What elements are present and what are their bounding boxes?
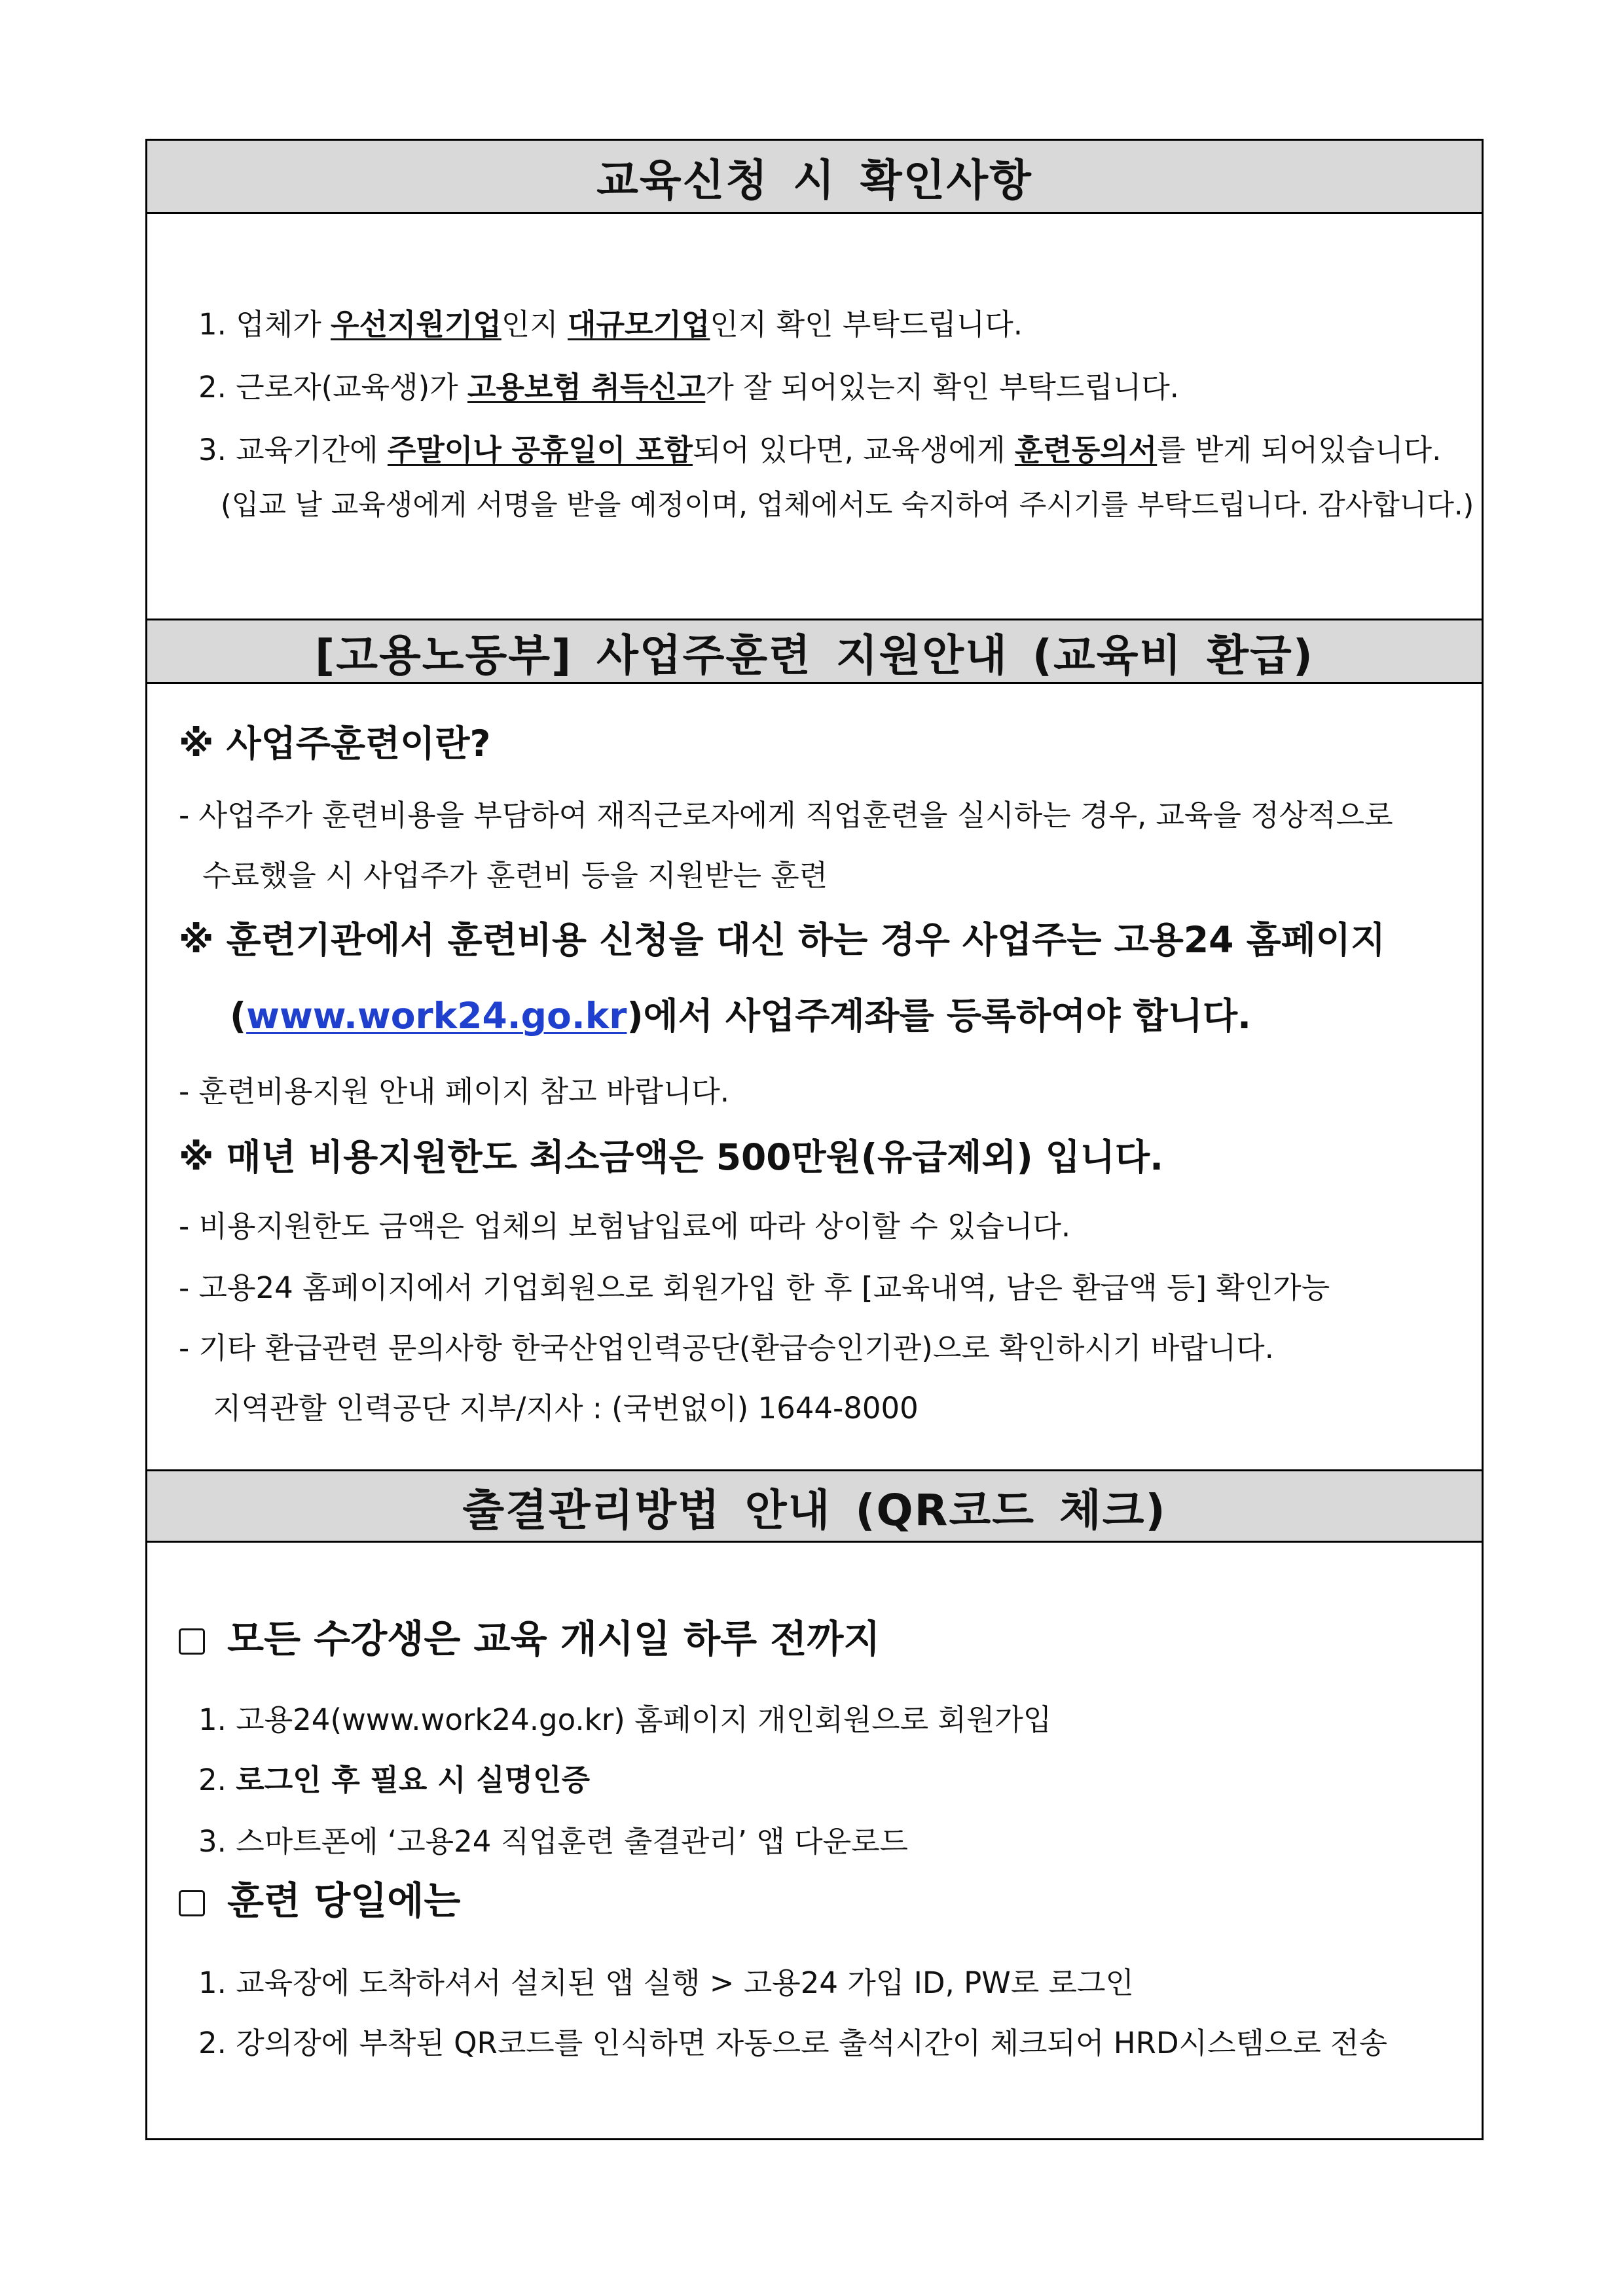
emphasis-text: 대규모기업 [568, 307, 710, 342]
section2-bullet3: - 기타 환급관련 문의사항 한국산업인력공단(환급승인기관)으로 확인하시기 바랍니다. [179, 1331, 1274, 1365]
section1-note: (입교 날 교육생에게 서명을 받을 예정이며, 업체에서도 숙지하여 주시기를 부탁드립니다. 감사합니다.) [221, 489, 1474, 522]
section1-title: 교육신청 시 확인사항 [147, 141, 1482, 214]
notice-text: )에서 사업주계좌를 등록하여야 합니다. [627, 995, 1251, 1037]
heading-text: 모든 수강생은 교육 개시일 하루 전까지 [227, 1617, 881, 1661]
section1-item2 [198, 372, 1179, 402]
item-text: 근로자(교육생)가 [236, 370, 467, 404]
item-text: 되어 있다면, 교육생에게 [692, 433, 1015, 467]
checkbox-square-icon [179, 1628, 205, 1655]
section3-step1: 1. 고용24(www.work24.go.kr) 홈페이지 개인회원으로 회원가입 [198, 1702, 1052, 1737]
paren-text: ( [230, 995, 247, 1037]
emphasis-text: 로그인 후 필요 시 실명인증 [236, 1763, 591, 1797]
section2-definition-line1: - 사업주가 훈련비용을 부담하여 재직근로자에게 직업훈련을 실시하는 경우, 교육을 정상적으로 [179, 798, 1393, 833]
section2-bullet2: - 고용24 홈페이지에서 기업회원으로 회원가입 한 후 [교육내역, 남은 환급액 등] 확인가능 [179, 1270, 1330, 1305]
section2-bullet1: - 비용지원한도 금액은 업체의 보험납입료에 따라 상이할 수 있습니다. [179, 1209, 1071, 1244]
item-number: 1. [198, 307, 227, 342]
section2-question: ※ 사업주훈련이란? [179, 723, 491, 764]
section3-title: 출결관리방법 안내 (QR코드 체크) [147, 1469, 1482, 1543]
notice-frame [145, 139, 1484, 2140]
heading-text: 훈련 당일에는 [227, 1878, 461, 1923]
section2-contact: 지역관할 인력공단 지부/지사 : (국번없이) 1644-8000 [213, 1391, 919, 1426]
section1-item3 [198, 435, 1441, 465]
section2-reference: - 훈련비용지원 안내 페이지 참고 바랍니다. [179, 1074, 730, 1109]
item-text: 업체가 [236, 307, 331, 342]
section3-step2 [198, 1765, 590, 1795]
item-number: 2. [198, 1763, 227, 1797]
section2-notice3: ※ 매년 비용지원한도 최소금액은 500만원(유급제외) 입니다. [179, 1136, 1164, 1178]
checkbox-square-icon [179, 1890, 205, 1916]
item-text: 가 잘 되어있는지 확인 부탁드립니다. [705, 370, 1179, 404]
item-text: 인지 [501, 307, 568, 342]
emphasis-text: 고용보험 취득신고 [467, 370, 706, 404]
section3-day-step1: 1. 교육장에 도착하셔서 설치된 앱 실행 > 고용24 가입 ID, PW로 로그인 [198, 1965, 1134, 2000]
work24-link[interactable]: www.work24.go.kr [246, 995, 627, 1037]
item-number: 3. [198, 433, 227, 467]
item-text: 를 받게 되어있습니다. [1157, 433, 1442, 467]
item-text: 인지 확인 부탁드립니다. [710, 307, 1023, 342]
emphasis-text: 훈련동의서 [1014, 433, 1158, 467]
section2-notice2 [230, 995, 1251, 1037]
section3-heading1 [179, 1617, 881, 1661]
emphasis-text: 주말이나 공휴일이 포함 [387, 433, 693, 467]
section3-heading2 [179, 1878, 461, 1923]
section2-title: [고용노동부] 사업주훈련 지원안내 (교육비 환급) [147, 619, 1482, 684]
item-text: 교육기간에 [236, 433, 388, 467]
item-number: 2. [198, 370, 227, 404]
section3-step3: 3. 스마트폰에 ‘고용24 직업훈련 출결관리’ 앱 다운로드 [198, 1824, 909, 1859]
section1-item1 [198, 307, 1023, 342]
emphasis-text: 우선지원기업 [330, 307, 501, 342]
section3-day-step2: 2. 강의장에 부착된 QR코드를 인식하면 자동으로 출석시간이 체크되어 HRD시스템으로 전송 [198, 2026, 1388, 2060]
section2-notice1: ※ 훈련기관에서 훈련비용 신청을 대신 하는 경우 사업주는 고용24 홈페이지 [179, 919, 1386, 961]
section2-definition-line2: 수료했을 시 사업주가 훈련비 등을 지원받는 훈련 [202, 858, 828, 893]
